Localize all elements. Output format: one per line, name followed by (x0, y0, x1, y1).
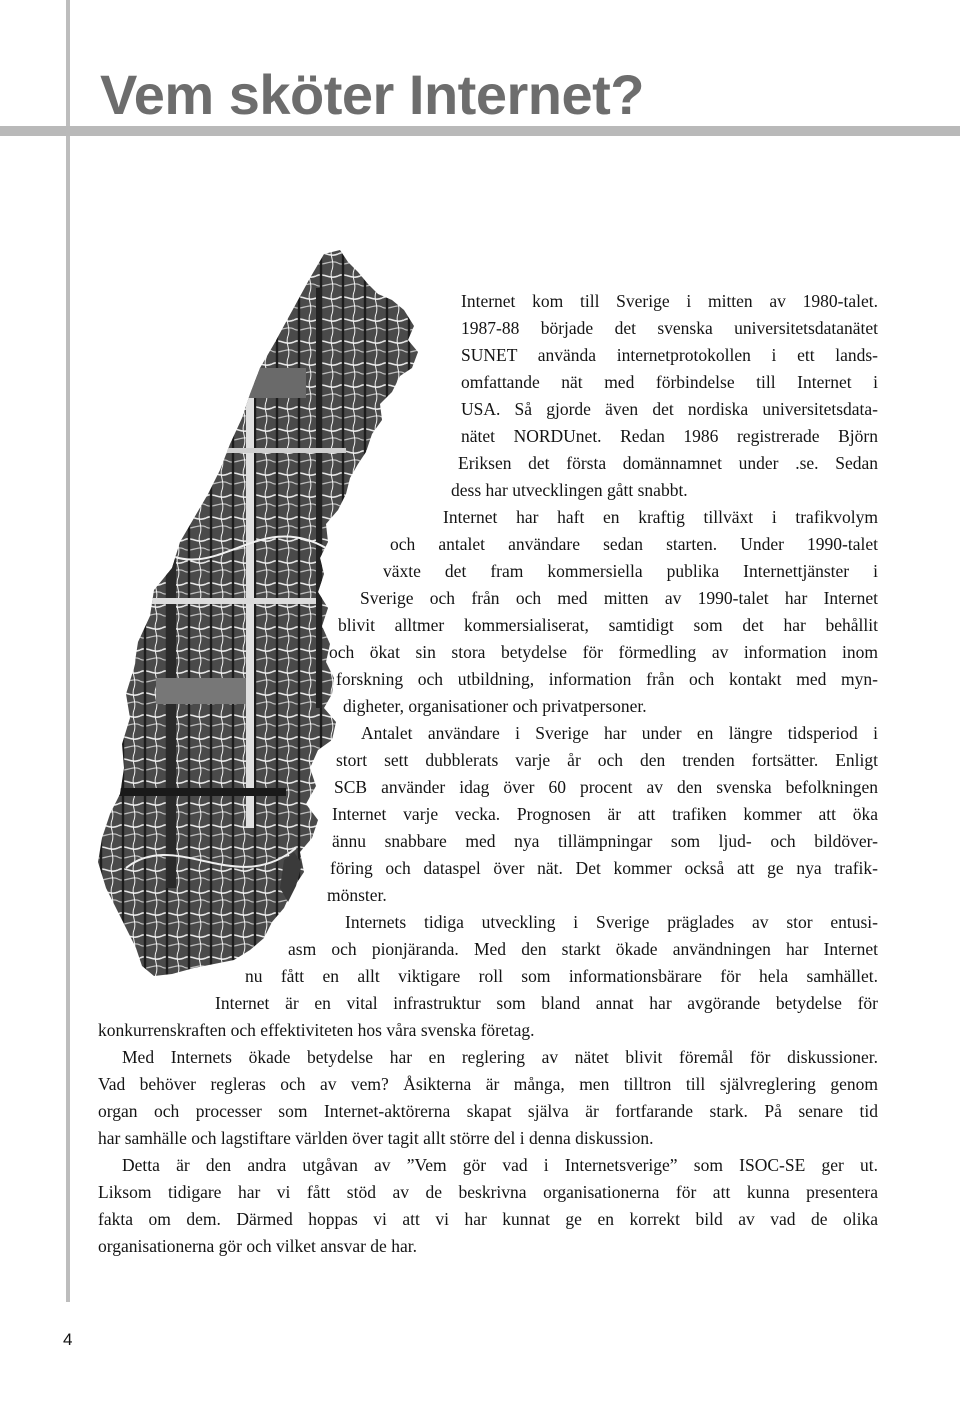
text-line: Detta är den andra utgåvan av ”Vem gör vad i Internetsverige” som ISOC-SE ger ut. (122, 1155, 878, 1175)
paragraph (98, 909, 878, 1044)
text-line: asm och pionjäranda. Med den starkt ökade användningen har Internet (288, 939, 878, 959)
paragraph (98, 1152, 878, 1260)
text-line: växte det fram kommersiella publika Internettjänster i (383, 561, 878, 581)
text-line: SCB använder idag över 60 procent av den svenska befolkningen (334, 777, 878, 797)
text-line: mönster. (327, 885, 387, 905)
text-line: organ och processer som Internet-aktörerna skapat själva är fortfarande stark. På senare tid (98, 1101, 878, 1121)
body-text (98, 288, 878, 1260)
text-line: och antalet användare sedan starten. Under 1990-talet (390, 534, 878, 554)
text-line: Vad behöver regleras och av vem? Åsikterna är många, men tilltron till självreglering genom (98, 1074, 878, 1094)
text-line: fakta om dem. Därmed hoppas vi att vi har kunnat ge en korrekt bild av vad de olika (98, 1209, 878, 1229)
text-line: Sverige och från och med mitten av 1990-talet har Internet (360, 588, 878, 608)
paragraph (98, 504, 878, 720)
text-line: Internet kom till Sverige i mitten av 1980-talet. (461, 291, 878, 311)
paragraph (98, 288, 878, 504)
page-number: 4 (63, 1330, 73, 1349)
text-line: 1987-88 började det svenska universitetsdatanätet (461, 318, 878, 338)
text-line: USA. Så gjorde även det nordiska universitetsdata- (461, 399, 878, 419)
text-line: Liksom tidigare har vi fått stöd av de beskrivna organisationerna för att kunna presentera (98, 1182, 878, 1202)
text-line: blivit alltmer kommersialiserat, samtidigt som det har behållit (338, 615, 878, 635)
text-line: organisationerna gör och vilket ansvar de har. (98, 1236, 417, 1256)
text-line: Eriksen det första domännamnet under .se. Sedan (458, 453, 878, 473)
left-margin-rule (66, 0, 70, 1302)
text-line: dess har utvecklingen gått snabbt. (451, 480, 688, 500)
text-line: Internet har haft en kraftig tillväxt i trafikvolym (443, 507, 878, 527)
page-title: Vem sköter Internet? (100, 63, 644, 126)
paragraph (98, 720, 878, 909)
text-line: nätet NORDUnet. Redan 1986 registrerade Björn (461, 426, 878, 446)
text-line: Internet är en vital infrastruktur som bland annat har avgörande betydelse för (215, 993, 878, 1013)
text-line: föring och dataspel över nät. Det kommer också att ge nya trafik- (330, 858, 878, 878)
text-line: nu fått en allt viktigare roll som informationsbärare för hela samhället. (245, 966, 878, 986)
text-line: Antalet användare i Sverige har under en längre tidsperiod i (361, 723, 878, 743)
text-line: ännu snabbare med nya tillämpningar som ljud- och bildöver- (332, 831, 878, 851)
paragraph (98, 1044, 878, 1152)
text-line: Med Internets ökade betydelse har en reglering av nätet blivit föremål för diskussioner. (122, 1047, 878, 1067)
text-line: digheter, organisationer och privatpersoner. (343, 696, 647, 716)
text-line: forskning och utbildning, information från och kontakt med myn- (336, 669, 878, 689)
text-line: Internets tidiga utveckling i Sverige präglades av stor entusi- (345, 912, 878, 932)
text-line: omfattande nät med förbindelse till Internet i (461, 372, 878, 392)
text-line: och ökat sin stora betydelse för förmedling av information inom (329, 642, 878, 662)
text-line: SUNET använda internetprotokollen i ett lands- (461, 345, 878, 365)
text-line: stort sett dubblerats varje år och den trenden fortsätter. Enligt (336, 750, 878, 770)
text-line: konkurrenskraften och effektiviteten hos våra svenska företag. (98, 1020, 535, 1040)
text-line: Internet varje vecka. Prognosen är att trafiken kommer att öka (332, 804, 878, 824)
text-line: har samhälle och lagstiftare världen över tagit allt större del i denna diskussion. (98, 1128, 654, 1148)
